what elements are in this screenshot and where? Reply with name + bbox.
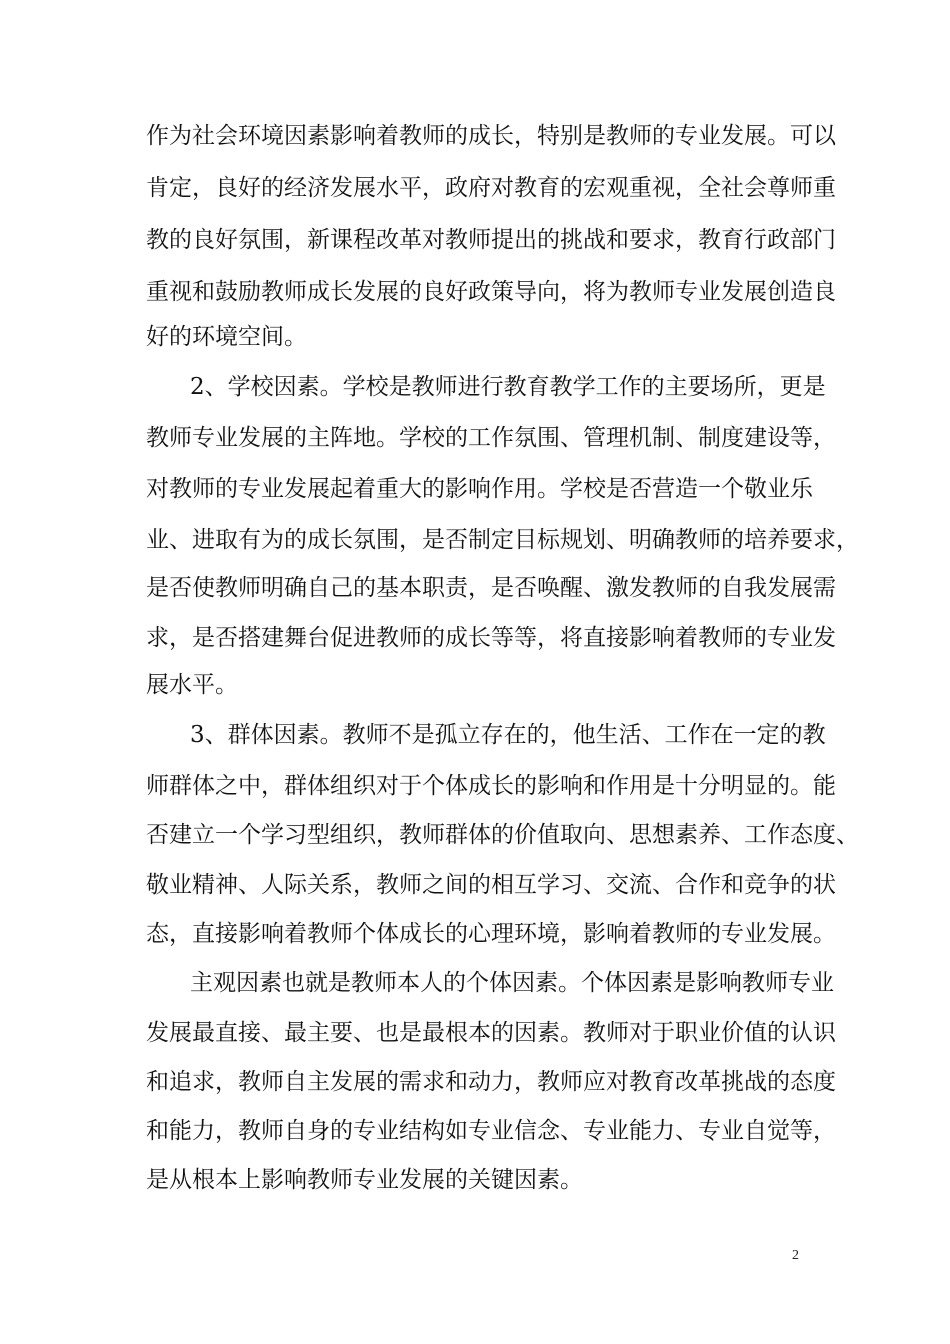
text-line: 敬业精神、人际关系，教师之间的相互学习、交流、合作和竞争的状 — [146, 872, 836, 898]
text-line: 是从根本上影响教师专业发展的关键因素。 — [146, 1167, 583, 1193]
text-line: 发展最直接、最主要、也是最根本的因素。教师对于职业价值的认识 — [146, 1020, 836, 1046]
text-line: 师群体之中，群体组织对于个体成长的影响和作用是十分明显的。能 — [146, 773, 836, 799]
text-line: 教师专业发展的主阵地。学校的工作氛围、管理机制、制度建设等， — [146, 425, 836, 451]
text-line: 求，是否搭建舞台促进教师的成长等等，将直接影响着教师的专业发 — [146, 625, 836, 651]
text-line: 和追求，教师自主发展的需求和动力，教师应对教育改革挑战的态度 — [146, 1069, 836, 1095]
text-line: 和能力，教师自身的专业结构如专业信念、专业能力、专业自觉等， — [146, 1118, 836, 1144]
text-line: 业、进取有为的成长氛围，是否制定目标规划、明确教师的培养要求， — [146, 527, 859, 553]
text-line: 重视和鼓励教师成长发展的良好政策导向，将为教师专业发展创造良 — [146, 279, 836, 305]
text-line: 教的良好氛围，新课程改革对教师提出的挑战和要求，教育行政部门 — [146, 227, 836, 253]
text-line: 3、群体因素。教师不是孤立存在的，他生活、工作在一定的教 — [190, 722, 826, 748]
page-number: 2 — [792, 1248, 799, 1263]
text-line: 否建立一个学习型组织，教师群体的价值取向、思想素养、工作态度、 — [146, 822, 859, 848]
text-line: 2、学校因素。学校是教师进行教育教学工作的主要场所，更是 — [190, 374, 826, 400]
text-line: 好的环境空间。 — [146, 324, 307, 350]
text-line: 肯定，良好的经济发展水平，政府对教育的宏观重视，全社会尊师重 — [146, 175, 836, 201]
text-line: 主观因素也就是教师本人的个体因素。个体因素是影响教师专业 — [190, 970, 834, 996]
text-line: 态，直接影响着教师个体成长的心理环境，影响着教师的专业发展。 — [146, 921, 836, 947]
text-line: 是否使教师明确自己的基本职责，是否唤醒、激发教师的自我发展需 — [146, 575, 836, 601]
text-line: 展水平。 — [146, 672, 238, 698]
text-line: 对教师的专业发展起着重大的影响作用。学校是否营造一个敬业乐 — [146, 476, 813, 502]
text-line: 作为社会环境因素影响着教师的成长，特别是教师的专业发展。可以 — [146, 123, 836, 149]
